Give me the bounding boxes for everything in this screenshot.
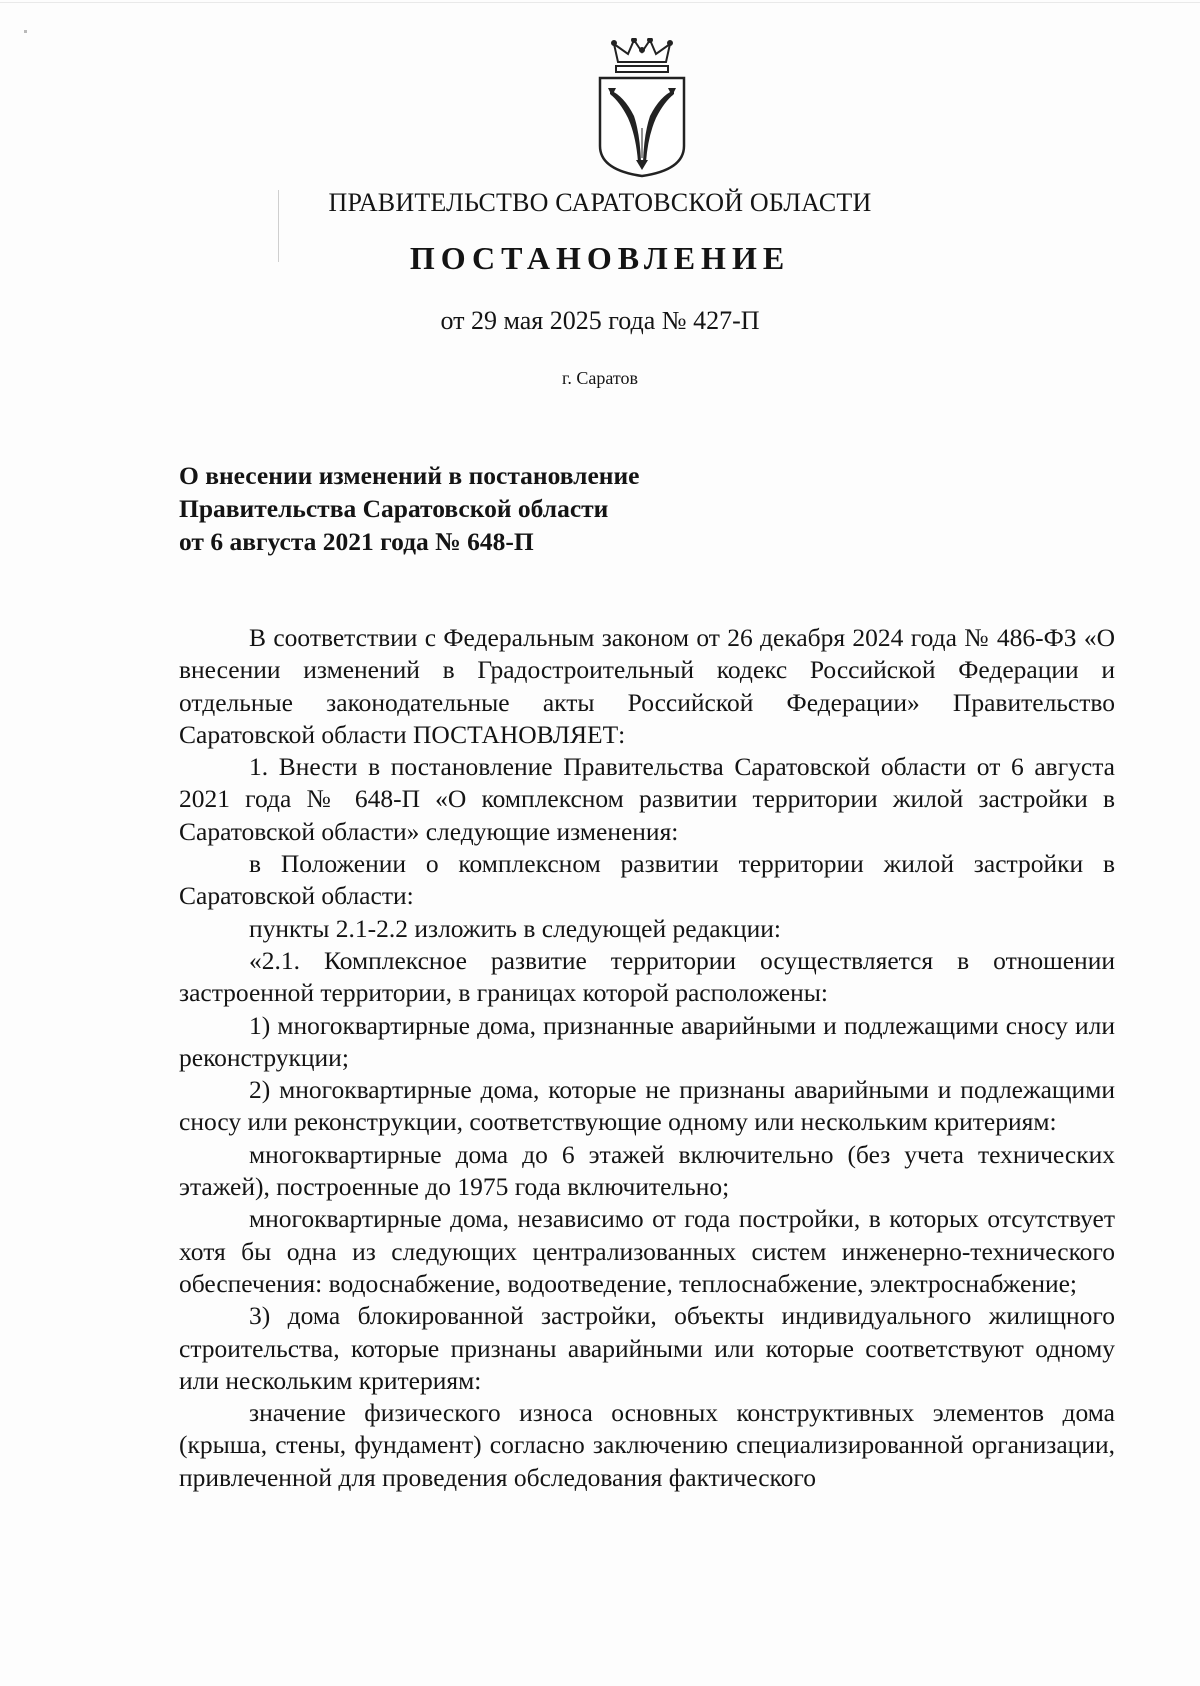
body-paragraph: многоквартирные дома до 6 этажей включительно (без учета технических этажей), построенные до 1975 года включительно; — [179, 1139, 1115, 1202]
body-paragraph: 1. Внести в постановление Правительства Саратовской области от 6 августа 2021 года № 648-П «О комплексном развитии территории жилой застройки в Саратовской области» следующие изменения: — [179, 752, 1115, 846]
subject-line: О внесении изменений в постановление — [179, 461, 640, 490]
coat-of-arms-emblem — [594, 38, 690, 178]
scan-artifact — [24, 30, 27, 33]
body-paragraph: «2.1. Комплексное развитие территории осуществляется в отношении застроенной территории, в границах которой расположены: — [179, 945, 1115, 1008]
body-paragraph: в Положении о комплексном развитии территории жилой застройки в Саратовской области: — [179, 849, 1115, 911]
document-city: г. Саратов — [562, 368, 638, 388]
body-paragraph: значение физического износа основных конструктивных элементов дома (крыша, стены, фундамент) согласно заключению специализированной организации, привлеченной для проведения обследования фактического — [179, 1398, 1115, 1492]
document-type-title: ПОСТАНОВЛЕНИЕ — [409, 240, 791, 276]
document-body — [179, 622, 1115, 1494]
body-paragraph: В соответствии с Федеральным законом от 26 декабря 2024 года № 486-ФЗ «О внесении изменений в Градостроительный кодекс Российской Федерации и отдельные законодательные акты Российской Федерации» Правительство Саратовской области ПОСТАНОВЛЯЕТ: — [179, 623, 1115, 749]
body-paragraph: многоквартирные дома, независимо от года постройки, в которых отсутствует хотя бы одна из следующих централизованных систем инженерно-технического обеспечения: водоснабжение, водоотведение, теплоснабжение, электроснабжение; — [179, 1204, 1115, 1298]
government-name: ПРАВИТЕЛЬСТВО САРАТОВСКОЙ ОБЛАСТИ — [328, 188, 872, 217]
subject-line: от 6 августа 2021 года № 648-П — [179, 527, 534, 556]
body-paragraph: пункты 2.1-2.2 изложить в следующей редакции: — [249, 913, 781, 943]
document-subject — [179, 459, 640, 558]
body-paragraph: 3) дома блокированной застройки, объекты индивидуального жилищного строительства, которые признаны аварийными или которые соответствуют одному или нескольким критериям: — [179, 1301, 1115, 1395]
document-date-number: от 29 мая 2025 года № 427-П — [440, 306, 760, 335]
scan-artifact — [278, 190, 279, 262]
body-paragraph: 1) многоквартирные дома, признанные аварийными и подлежащими сносу или реконструкции; — [179, 1010, 1115, 1072]
scan-artifact — [0, 2, 1200, 3]
body-paragraph: 2) многоквартирные дома, которые не признаны аварийными и подлежащими сносу или реконструкции, соответствующие одному или нескольким критериям: — [179, 1075, 1115, 1137]
subject-line: Правительства Саратовской области — [179, 494, 609, 523]
